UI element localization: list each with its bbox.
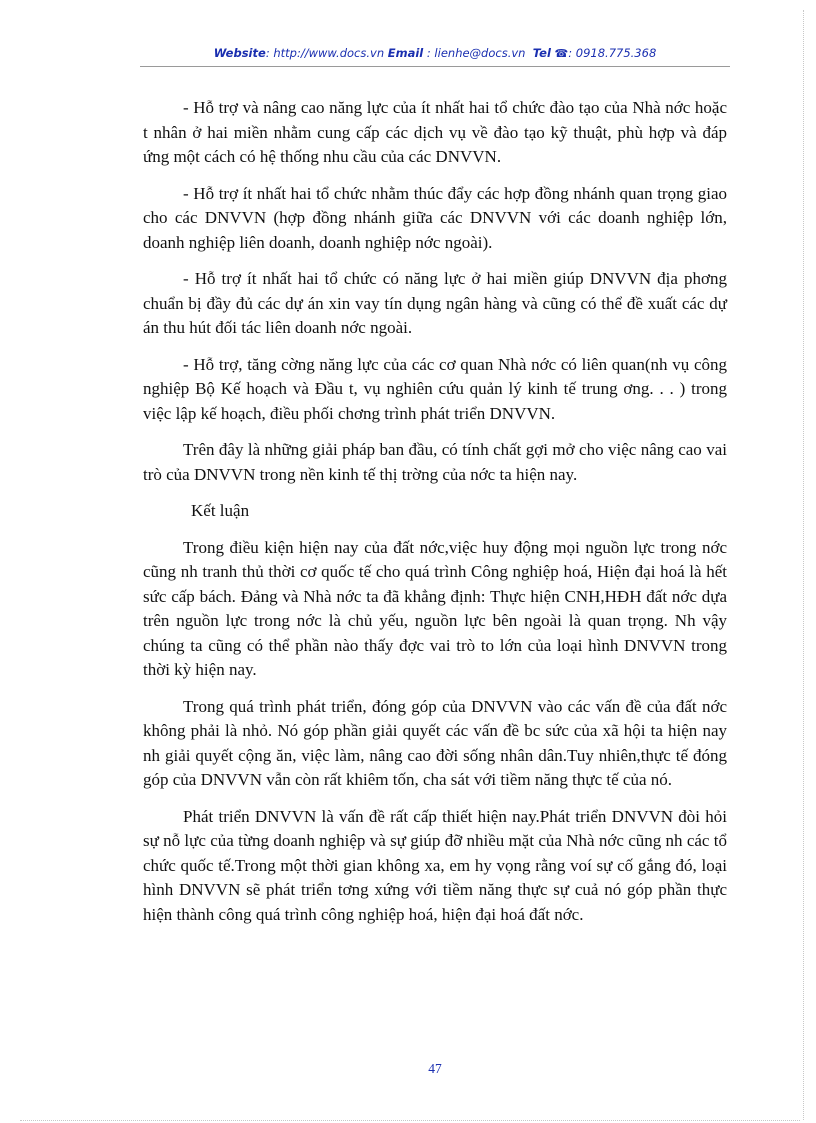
page-header (140, 46, 730, 60)
page-border-right (803, 10, 804, 1120)
telephone-icon: ☎ (554, 47, 569, 60)
email-label: Email (387, 46, 424, 60)
website-link[interactable]: : http://www.docs.vn (265, 46, 385, 60)
document-body (143, 96, 727, 939)
paragraph: - Hỗ trợ, tăng cờng năng lực của các cơ quan Nhà nớc có liên quan(nh vụ công nghiệp Bộ Kế hoạch và Đầu t, vụ nghiên cứu quản lý kinh tế trung ơng. . . ) trong việc lập kế hoạch, điều phối chơng trình phát triển DNVVN. (143, 354, 727, 423)
paragraph: Trên đây là những giải pháp ban đầu, có tính chất gợi mở cho việc nâng cao vai trò của DNVVN trong nền kinh tế thị trờng của nớc ta hiện nay. (143, 440, 727, 484)
paragraph: - Hỗ trợ và nâng cao năng lực của ít nhất hai tổ chức đào tạo của Nhà nớc hoặc t nhân ở hai miền nhằm cung cấp các dịch vụ về đào tạo kỹ thuật, phù hợp và đáp ứng một cách có hệ thống nhu cầu của các DNVVN. (143, 98, 727, 166)
paragraph: - Hỗ trợ ít nhất hai tổ chức có năng lực ở hai miền giúp DNVVN địa phơng chuẩn bị đầy đủ các dự án xin vay tín dụng ngân hàng và cũng có thể đề xuất các dự án thu hút đối tác liên doanh nớc ngoài. (143, 269, 727, 337)
paragraph: Trong quá trình phát triển, đóng góp của DNVVN vào các vấn đề của đất nớc không phải là nhỏ. Nó góp phần giải quyết các vấn đề bc sức của xã hội ta hiện nay nh giải quyết cộng ăn, việc làm, nâng cao đời sống nhân dân.Tuy nhiên,thực tế đóng góp của DNVVN vẫn còn rất khiêm tốn, cha sát với tiềm năng thực tế của nó. (143, 696, 727, 789)
tel-value: : 0918.775.368 (568, 46, 657, 60)
paragraph: Trong điều kiện hiện nay của đất nớc,việc huy động mọi nguồn lực trong nớc cũng nh tranh thủ thời cơ quốc tế cho quá trình Công nghiệp hoá, Hiện đại hoá là hết sức cấp bách. Đảng và Nhà nớc ta đã khẳng định: Thực hiện CNH,HĐH đất nớc dựa trên nguồn lực trong nớc là chủ yếu, nguồn lực bên ngoài là quan trọng. Nh vậy chúng ta cũng có thể phần nào thấy đợc vai trò to lớn của loại hình DNVVN trong thời kỳ hiện nay. (143, 537, 727, 679)
paragraph: - Hỗ trợ ít nhất hai tổ chức nhằm thúc đẩy các hợp đồng nhánh quan trọng giao cho các DNVVN (hợp đồng nhánh giữa các DNVVN với các doanh nghiệp lớn, doanh nghiệp liên doanh, doanh nghiệp nớc ngoài). (143, 183, 727, 252)
header-divider (140, 66, 730, 67)
website-label: Website (213, 46, 266, 60)
page-border-bottom (20, 1120, 800, 1121)
tel-label: Tel (532, 46, 551, 60)
paragraph: Phát triển DNVVN là vấn đề rất cấp thiết hiện nay.Phát triển DNVVN đòi hỏi sự nỗ lực của từng doanh nghiệp và sự giúp đỡ nhiều mặt của Nhà nớc cũng nh các tổ chức quốc tế.Trong một thời gian không xa, em hy vọng rằng voí sự cố gắng đó, loại hình DNVVN sẽ phát triển tơng xứng với tiềm năng thực sự cuả nó góp phần thực hiện thành công quá trình công nghiệp hoá, hiện đại hoá đất nớc. (143, 806, 727, 924)
section-heading: Kết luận (191, 501, 250, 520)
email-link[interactable]: : lienhe@docs.vn (426, 46, 526, 60)
page-number: 47 (428, 1061, 442, 1076)
